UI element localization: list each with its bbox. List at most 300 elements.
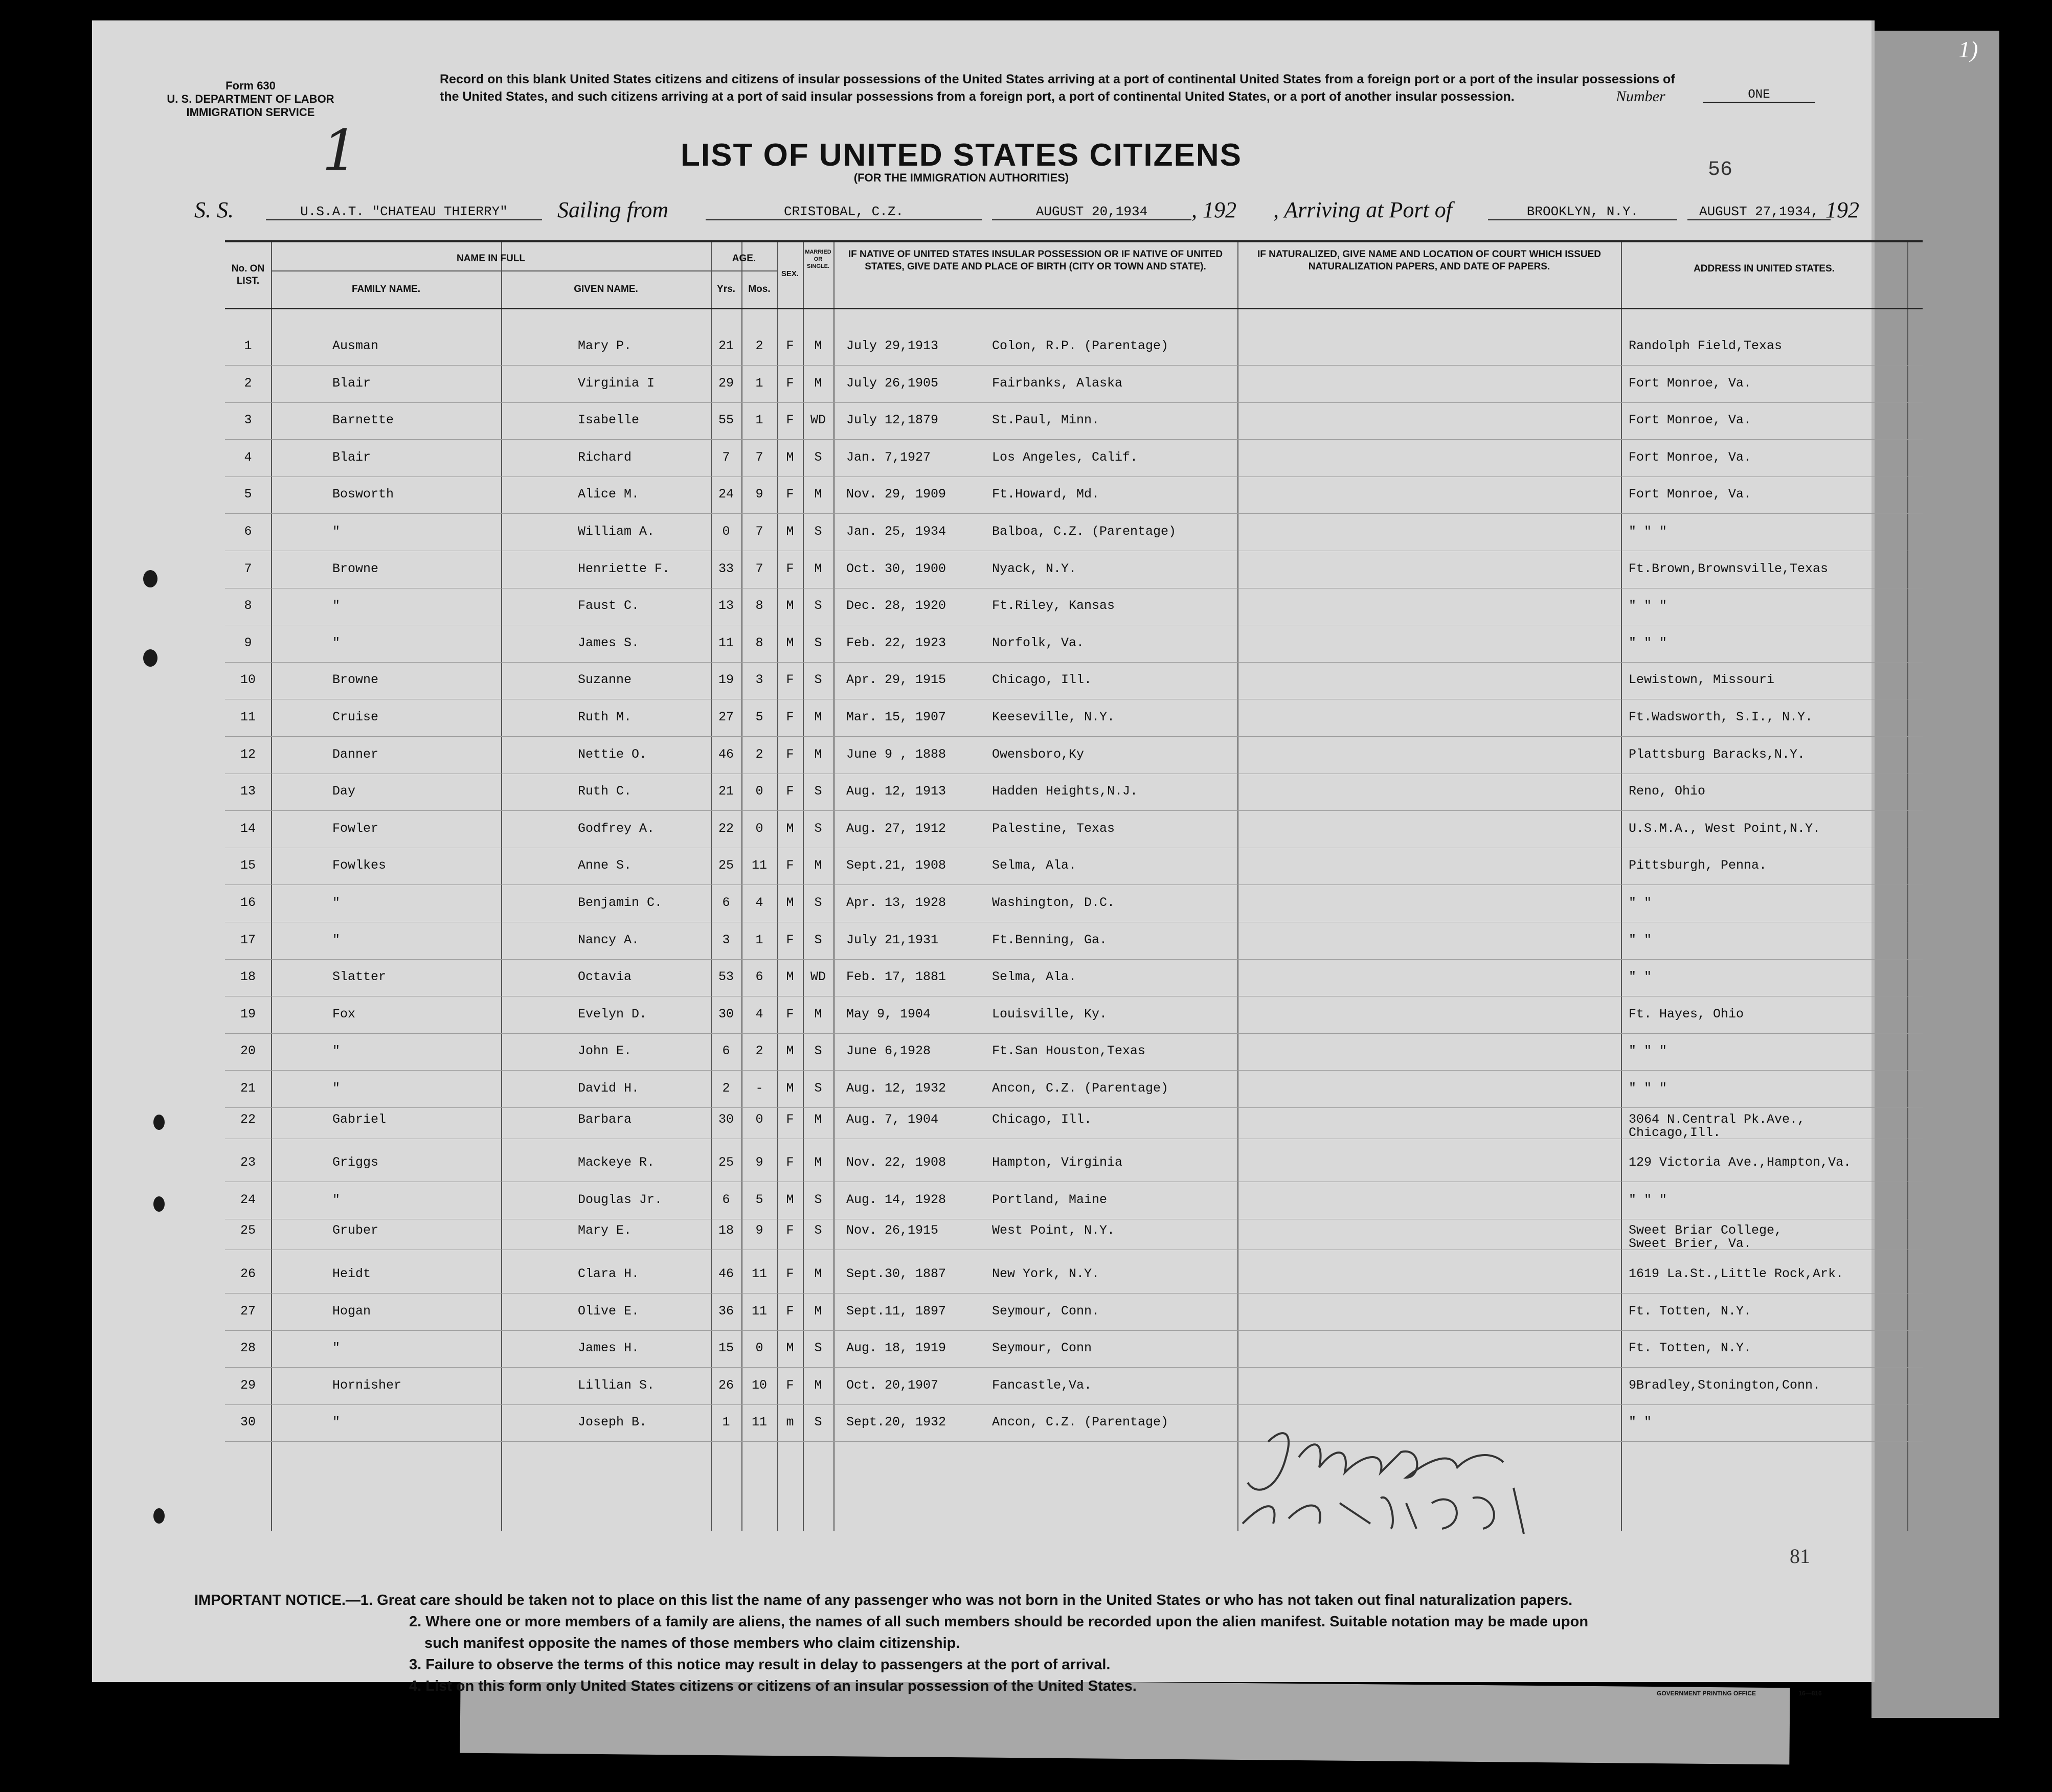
table-row [225, 1257, 1923, 1294]
cell-sex: M [786, 524, 794, 539]
cell-address-line-2: Chicago,Ill. [1629, 1125, 1721, 1140]
cell-mos: 7 [755, 561, 763, 576]
cell-married-single: M [814, 746, 822, 762]
cell-family-name: Day [332, 784, 356, 799]
cell-birth-date: Mar. 15, 1907 [846, 710, 946, 724]
form-header [159, 79, 343, 119]
cell-birth-place: Chicago, Ill. [992, 1112, 1092, 1127]
cell-birth-place: Los Angeles, Calif. [992, 449, 1138, 465]
cell-no: 2 [244, 375, 252, 391]
table-row [225, 700, 1923, 737]
cell-birth-date: Aug. 27, 1912 [846, 821, 946, 836]
cell-mos: 8 [755, 598, 763, 614]
cell-married-single: S [814, 524, 822, 539]
table-row [225, 1034, 1923, 1071]
cell-given-name: Nettie O. [578, 746, 647, 762]
table-row [225, 923, 1923, 960]
cell-birth-date: Nov. 26,1915 [846, 1223, 939, 1238]
cell-mos: - [755, 1081, 763, 1096]
cell-birth-date: July 29,1913 [846, 338, 939, 353]
cell-family-name: Blair [332, 375, 371, 391]
intro-text: Record on this blank United States citizens and citizens of insular possessions of the United States arriving at a port of continental United States from a foreign port or a port of the insular possessions of the United States, and such citizens arriving at a port of said insular possessions from a foreign port, a port of continental United States, or a port of another insular possession. [440, 72, 1675, 104]
cell-given-name: Clara H. [578, 1266, 640, 1281]
cell-birth-date: July 21,1931 [846, 932, 939, 947]
cell-family-name: Gruber [332, 1223, 379, 1238]
cell-sex: F [786, 784, 794, 799]
cell-no: 13 [240, 784, 256, 799]
cell-address: Reno, Ohio [1629, 784, 1706, 799]
table-row [225, 403, 1923, 440]
arriving-label: , Arriving at Port of [1273, 197, 1452, 222]
table-row [225, 775, 1923, 811]
cell-sex: M [786, 969, 794, 985]
cell-yrs: 19 [718, 672, 734, 688]
cell-given-name: David H. [578, 1081, 640, 1096]
cell-given-name: James H. [578, 1341, 640, 1356]
cell-sex: M [786, 1081, 794, 1096]
cell-birth-date: Jan. 25, 1934 [846, 524, 946, 539]
cell-address: Fort Monroe, Va. [1629, 449, 1752, 465]
cell-address: 3064 N.Central Pk.Ave., [1629, 1112, 1806, 1127]
cell-yrs: 2 [722, 1081, 730, 1096]
cell-birth-date: Aug. 14, 1928 [846, 1192, 946, 1207]
cell-address: Ft. Totten, N.Y. [1629, 1303, 1752, 1319]
cell-address: " " " [1629, 1192, 1667, 1207]
cell-no: 11 [240, 710, 256, 724]
cell-address: Ft.Brown,Brownsville,Texas [1629, 561, 1829, 576]
cell-mos: 8 [755, 635, 763, 650]
cell-sex: F [786, 1155, 794, 1170]
cell-no: 14 [240, 821, 256, 836]
cell-mos: 5 [755, 1192, 763, 1207]
cell-sex: m [786, 1415, 794, 1430]
cell-mos: 0 [755, 1341, 763, 1356]
cell-address: Plattsburg Baracks,N.Y. [1629, 746, 1806, 762]
cell-yrs: 46 [718, 746, 734, 762]
cell-address: Pittsburgh, Penna. [1629, 858, 1767, 873]
cell-given-name: Olive E. [578, 1303, 640, 1319]
cell-yrs: 25 [718, 1155, 734, 1170]
cell-sex: F [786, 1223, 794, 1238]
cell-sex: M [786, 821, 794, 836]
cell-given-name: Mary E. [578, 1223, 632, 1238]
cell-birth-place: Ft.Benning, Ga. [992, 932, 1108, 947]
cell-birth-date: Sept.20, 1932 [846, 1415, 946, 1430]
cell-no: 29 [240, 1377, 256, 1393]
cell-yrs: 29 [718, 375, 734, 391]
table-row [225, 886, 1923, 922]
cell-no: 23 [240, 1155, 256, 1170]
cell-married-single: M [814, 1112, 822, 1127]
cell-mos: 7 [755, 524, 763, 539]
cell-yrs: 11 [718, 635, 734, 650]
page-title: LIST OF UNITED STATES CITIZENS [681, 138, 1242, 173]
cell-yrs: 21 [718, 784, 734, 799]
header-married-or-single: MARRIED OR SINGLE. [805, 249, 831, 269]
notice-item-1: —1. Great care should be taken not to place on this list the name of any passenger who was not born in the United States or who has not taken out final naturalization papers. [345, 1592, 1573, 1608]
cell-given-name: Richard [578, 449, 632, 465]
cell-yrs: 30 [718, 1112, 734, 1127]
cell-yrs: 1 [722, 1415, 730, 1430]
cell-married-single: M [814, 1155, 822, 1170]
cell-family-name: Hogan [332, 1303, 371, 1319]
cell-married-single: S [814, 784, 822, 799]
department-name: U. S. DEPARTMENT OF LABOR [167, 93, 334, 105]
cell-yrs: 13 [718, 598, 734, 614]
cell-no: 22 [240, 1112, 256, 1127]
corner-mark: 1) [1958, 36, 1978, 62]
cell-no: 28 [240, 1341, 256, 1356]
cell-no: 7 [244, 561, 252, 576]
punch-hole [143, 570, 157, 587]
cell-married-single: S [814, 1044, 822, 1059]
cell-family-name: Cruise [332, 710, 379, 724]
cell-given-name: Joseph B. [578, 1415, 647, 1430]
cell-given-name: William A. [578, 524, 655, 539]
cell-birth-date: May 9, 1904 [846, 1006, 931, 1022]
cell-family-name: Danner [332, 746, 379, 762]
cell-family-name: " [332, 895, 341, 910]
cell-mos: 10 [751, 1377, 767, 1393]
cell-given-name: Isabelle [578, 413, 640, 428]
cell-married-single: M [814, 1266, 822, 1281]
cell-yrs: 55 [718, 413, 734, 428]
cell-sex: F [786, 1377, 794, 1393]
cell-sex: F [786, 1303, 794, 1319]
cell-family-name: Fowlkes [332, 858, 387, 873]
cell-family-name: Blair [332, 449, 371, 465]
sailing-label: Sailing from [557, 197, 669, 222]
cell-married-single: M [814, 338, 822, 353]
cell-sex: M [786, 1341, 794, 1356]
cell-family-name: " [332, 1044, 341, 1059]
cell-birth-place: New York, N.Y. [992, 1266, 1100, 1281]
table-row [225, 329, 1923, 366]
cell-yrs: 24 [718, 487, 734, 502]
cell-mos: 2 [755, 746, 763, 762]
cell-birth-place: Keeseville, N.Y. [992, 710, 1115, 724]
cell-no: 1 [244, 338, 252, 353]
cell-given-name: Ruth C. [578, 784, 632, 799]
cell-birth-date: Feb. 22, 1923 [846, 635, 946, 650]
cell-no: 15 [240, 858, 256, 873]
cell-birth-place: West Point, N.Y. [992, 1223, 1115, 1238]
cell-birth-place: Owensboro,Ky [992, 746, 1085, 762]
cell-given-name: Virginia I [578, 375, 655, 391]
cell-married-single: M [814, 487, 822, 502]
number-value: ONE [1703, 88, 1815, 103]
cell-address: 1619 La.St.,Little Rock,Ark. [1629, 1266, 1844, 1281]
cell-given-name: John E. [578, 1044, 632, 1059]
cell-married-single: M [814, 1303, 822, 1319]
punch-hole [153, 1196, 165, 1212]
cell-given-name: Suzanne [578, 672, 632, 688]
cell-married-single: S [814, 932, 822, 947]
cell-family-name: Browne [332, 672, 379, 688]
cell-family-name: " [332, 598, 341, 614]
cell-mos: 0 [755, 821, 763, 836]
cell-yrs: 3 [722, 932, 730, 947]
table-row [225, 367, 1923, 403]
cell-given-name: Lillian S. [578, 1377, 655, 1393]
notice-item-3: 3. Failure to observe the terms of this notice may result in delay to passengers at the port of arrival. [409, 1657, 1111, 1673]
cell-birth-date: Dec. 28, 1920 [846, 598, 946, 614]
sailing-port: CRISTOBAL, C.Z. [706, 204, 982, 220]
cell-birth-place: Nyack, N.Y. [992, 561, 1077, 576]
cell-mos: 9 [755, 1155, 763, 1170]
cell-yrs: 6 [722, 1044, 730, 1059]
cell-address: Ft.Wadsworth, S.I., N.Y. [1629, 710, 1813, 724]
cell-birth-place: Hadden Heights,N.J. [992, 784, 1138, 799]
cell-given-name: James S. [578, 635, 640, 650]
cell-given-name: Godfrey A. [578, 821, 655, 836]
cell-yrs: 22 [718, 821, 734, 836]
cell-birth-date: Aug. 12, 1913 [846, 784, 946, 799]
ship-name: U.S.A.T. "CHATEAU THIERRY" [266, 204, 542, 220]
cell-married-single: S [814, 1192, 822, 1207]
cell-married-single: M [814, 858, 822, 873]
cell-address: Fort Monroe, Va. [1629, 487, 1752, 502]
cell-birth-date: July 12,1879 [846, 413, 939, 428]
cell-birth-place: Seymour, Conn [992, 1341, 1092, 1356]
printer-name: GOVERNMENT PRINTING OFFICE [1657, 1690, 1756, 1697]
cell-address: " " " [1629, 1081, 1667, 1096]
cell-birth-place: Selma, Ala. [992, 858, 1077, 873]
header-mos: Mos. [748, 284, 771, 294]
notice-item-2: 2. Where one or more members of a family are aliens, the names of all such members should be recorded upon the alien manifest. Suitable notation may be made upon [409, 1614, 1589, 1630]
cell-address: Fort Monroe, Va. [1629, 413, 1752, 428]
cell-family-name: Griggs [332, 1155, 379, 1170]
cell-yrs: 7 [722, 449, 730, 465]
cell-yrs: 18 [718, 1223, 734, 1238]
cell-no: 12 [240, 746, 256, 762]
cell-birth-place: Ft.San Houston,Texas [992, 1044, 1146, 1059]
cell-sex: M [786, 449, 794, 465]
handwritten-list-mark: 1 [322, 118, 358, 183]
cell-married-single: S [814, 1223, 822, 1238]
cell-family-name: " [332, 1341, 341, 1356]
cell-sex: M [786, 895, 794, 910]
cell-married-single: S [814, 672, 822, 688]
cell-mos: 1 [755, 413, 763, 428]
punch-hole [153, 1508, 165, 1524]
cell-address: " " [1629, 895, 1652, 910]
year-suffix-2: 192 [1825, 197, 1859, 222]
cell-family-name: Ausman [332, 338, 379, 353]
cell-sex: F [786, 1006, 794, 1022]
cell-sex: F [786, 746, 794, 762]
cell-family-name: Browne [332, 561, 379, 576]
cell-sex: F [786, 672, 794, 688]
cell-no: 30 [240, 1415, 256, 1430]
cell-birth-date: Apr. 29, 1915 [846, 672, 946, 688]
arriving-port: BROOKLYN, N.Y. [1488, 204, 1677, 220]
table-row [225, 738, 1923, 774]
table-row [225, 1295, 1923, 1331]
cell-address: " " " [1629, 635, 1667, 650]
cell-mos: 11 [751, 1415, 767, 1430]
cell-mos: 2 [755, 1044, 763, 1059]
cell-birth-place: Louisville, Ky. [992, 1006, 1108, 1022]
cell-no: 10 [240, 672, 256, 688]
cell-no: 25 [240, 1223, 256, 1238]
table-row [225, 960, 1923, 996]
sailing-date: AUGUST 20,1934 [992, 204, 1191, 220]
cell-mos: 2 [755, 338, 763, 353]
cell-yrs: 33 [718, 561, 734, 576]
cell-birth-date: Sept.11, 1897 [846, 1303, 946, 1319]
page-subtitle: (FOR THE IMMIGRATION AUTHORITIES) [853, 171, 1069, 184]
cell-address: Ft. Hayes, Ohio [1629, 1006, 1744, 1022]
stamp-number: 56 [1708, 158, 1733, 182]
cell-sex: F [786, 1112, 794, 1127]
cell-birth-date: Aug. 7, 1904 [846, 1112, 939, 1127]
cell-married-single: M [814, 1006, 822, 1022]
cell-no: 20 [240, 1044, 256, 1059]
cell-family-name: Bosworth [332, 487, 394, 502]
cell-yrs: 26 [718, 1377, 734, 1393]
cell-no: 27 [240, 1303, 256, 1319]
header-name-in-full: NAME IN FULL [456, 253, 526, 264]
table-row [225, 1103, 1923, 1139]
cell-yrs: 25 [718, 858, 734, 873]
header-age: AGE. [732, 253, 756, 264]
cell-married-single: WD [810, 413, 826, 428]
cell-birth-place: Balboa, C.Z. (Parentage) [992, 524, 1177, 539]
table-row [225, 1331, 1923, 1368]
cell-family-name: " [332, 1081, 341, 1096]
cell-sex: F [786, 858, 794, 873]
header-naturalized: IF NATURALIZED, GIVE NAME AND LOCATION OF COURT WHICH ISSUED NATURALIZATION PAPERS, AND DATE OF PAPERS. [1257, 249, 1601, 272]
cell-no: 19 [240, 1006, 256, 1022]
cell-address: Sweet Briar College, [1629, 1223, 1783, 1238]
cell-mos: 6 [755, 969, 763, 985]
cell-family-name: Heidt [332, 1266, 371, 1281]
cell-birth-place: Seymour, Conn. [992, 1303, 1100, 1319]
cell-birth-place: Ft.Howard, Md. [992, 487, 1100, 502]
cell-family-name: " [332, 1192, 341, 1207]
cell-mos: 9 [755, 487, 763, 502]
cell-no: 26 [240, 1266, 256, 1281]
notice-heading: IMPORTANT NOTICE. [194, 1592, 346, 1608]
passenger-table [225, 240, 1923, 1531]
page-mark: 81 [1790, 1545, 1810, 1568]
cell-mos: 0 [755, 1112, 763, 1127]
cell-sex: F [786, 487, 794, 502]
cell-mos: 3 [755, 672, 763, 688]
cell-birth-date: Oct. 30, 1900 [846, 561, 946, 576]
printer-imprint [1657, 1690, 1822, 1697]
cell-yrs: 6 [722, 895, 730, 910]
cell-family-name: Fox [332, 1006, 356, 1022]
header-no-on-list: No. ON LIST. [231, 263, 265, 286]
cell-yrs: 27 [718, 710, 734, 724]
notice-item-2b: such manifest opposite the names of those members who claim citizenship. [424, 1635, 960, 1651]
cell-birth-date: Apr. 13, 1928 [846, 895, 946, 910]
cell-birth-date: June 6,1928 [846, 1044, 931, 1059]
cell-married-single: M [814, 375, 822, 391]
cell-no: 16 [240, 895, 256, 910]
cell-family-name: Fowler [332, 821, 379, 836]
cell-sex: F [786, 1266, 794, 1281]
cell-address: " " " [1629, 1044, 1667, 1059]
cell-mos: 4 [755, 895, 763, 910]
cell-birth-date: Jan. 7,1927 [846, 449, 931, 465]
cell-sex: F [786, 932, 794, 947]
cell-married-single: S [814, 1341, 822, 1356]
cell-address: " " " [1629, 524, 1667, 539]
cell-married-single: M [814, 561, 822, 576]
cell-family-name: Gabriel [332, 1112, 387, 1127]
cell-sex: F [786, 338, 794, 353]
cell-mos: 11 [751, 1303, 767, 1319]
number-label: Number [1616, 88, 1665, 105]
cell-birth-place: Washington, D.C. [992, 895, 1115, 910]
cell-yrs: 36 [718, 1303, 734, 1319]
cell-address-line-2: Sweet Brier, Va. [1629, 1236, 1752, 1252]
cell-mos: 11 [751, 858, 767, 873]
manifest-page [92, 20, 1875, 1697]
cell-birth-date: July 26,1905 [846, 375, 939, 391]
cell-given-name: Mary P. [578, 338, 632, 353]
cell-birth-place: Chicago, Ill. [992, 672, 1092, 688]
cell-birth-date: Aug. 18, 1919 [846, 1341, 946, 1356]
cell-yrs: 15 [718, 1341, 734, 1356]
cell-birth-date: June 9 , 1888 [846, 746, 946, 762]
cell-address: Lewistown, Missouri [1629, 672, 1775, 688]
cell-given-name: Ruth M. [578, 710, 632, 724]
cell-birth-date: Nov. 29, 1909 [846, 487, 946, 502]
cell-birth-date: Feb. 17, 1881 [846, 969, 946, 985]
header-family-name: FAMILY NAME. [351, 284, 421, 294]
year-suffix-1: , 192 [1191, 197, 1236, 222]
arriving-date: AUGUST 27,1934, [1687, 204, 1831, 220]
cell-address: Fort Monroe, Va. [1629, 375, 1752, 391]
header-sex: SEX. [781, 269, 799, 278]
cell-married-single: S [814, 895, 822, 910]
cell-birth-place: Fairbanks, Alaska [992, 375, 1123, 391]
cell-no: 24 [240, 1192, 256, 1207]
cell-sex: M [786, 1044, 794, 1059]
cell-birth-date: Sept.30, 1887 [846, 1266, 946, 1281]
cell-birth-place: Palestine, Texas [992, 821, 1115, 836]
cell-given-name: Nancy A. [578, 932, 640, 947]
cell-yrs: 21 [718, 338, 734, 353]
cell-married-single: S [814, 1415, 822, 1430]
ss-label: S. S. [194, 197, 234, 222]
cell-no: 6 [244, 524, 252, 539]
cell-married-single: M [814, 710, 822, 724]
cell-birth-place: Norfolk, Va. [992, 635, 1085, 650]
cell-family-name: " [332, 1415, 341, 1430]
cell-mos: 4 [755, 1006, 763, 1022]
cell-birth-place: Selma, Ala. [992, 969, 1077, 985]
table-row [225, 849, 1923, 885]
cell-birth-place: Hampton, Virginia [992, 1155, 1123, 1170]
cell-birth-place: Portland, Maine [992, 1192, 1108, 1207]
cell-address: " " [1629, 932, 1652, 947]
table-row [225, 663, 1923, 699]
cell-no: 18 [240, 969, 256, 985]
cell-given-name: Faust C. [578, 598, 640, 614]
ship-line [194, 197, 1882, 228]
cell-given-name: Barbara [578, 1112, 632, 1127]
cell-address: Randolph Field,Texas [1629, 338, 1783, 353]
cell-no: 5 [244, 487, 252, 502]
table-row [225, 515, 1923, 551]
table-row [225, 997, 1923, 1034]
inspector-signature [1237, 1421, 1626, 1539]
